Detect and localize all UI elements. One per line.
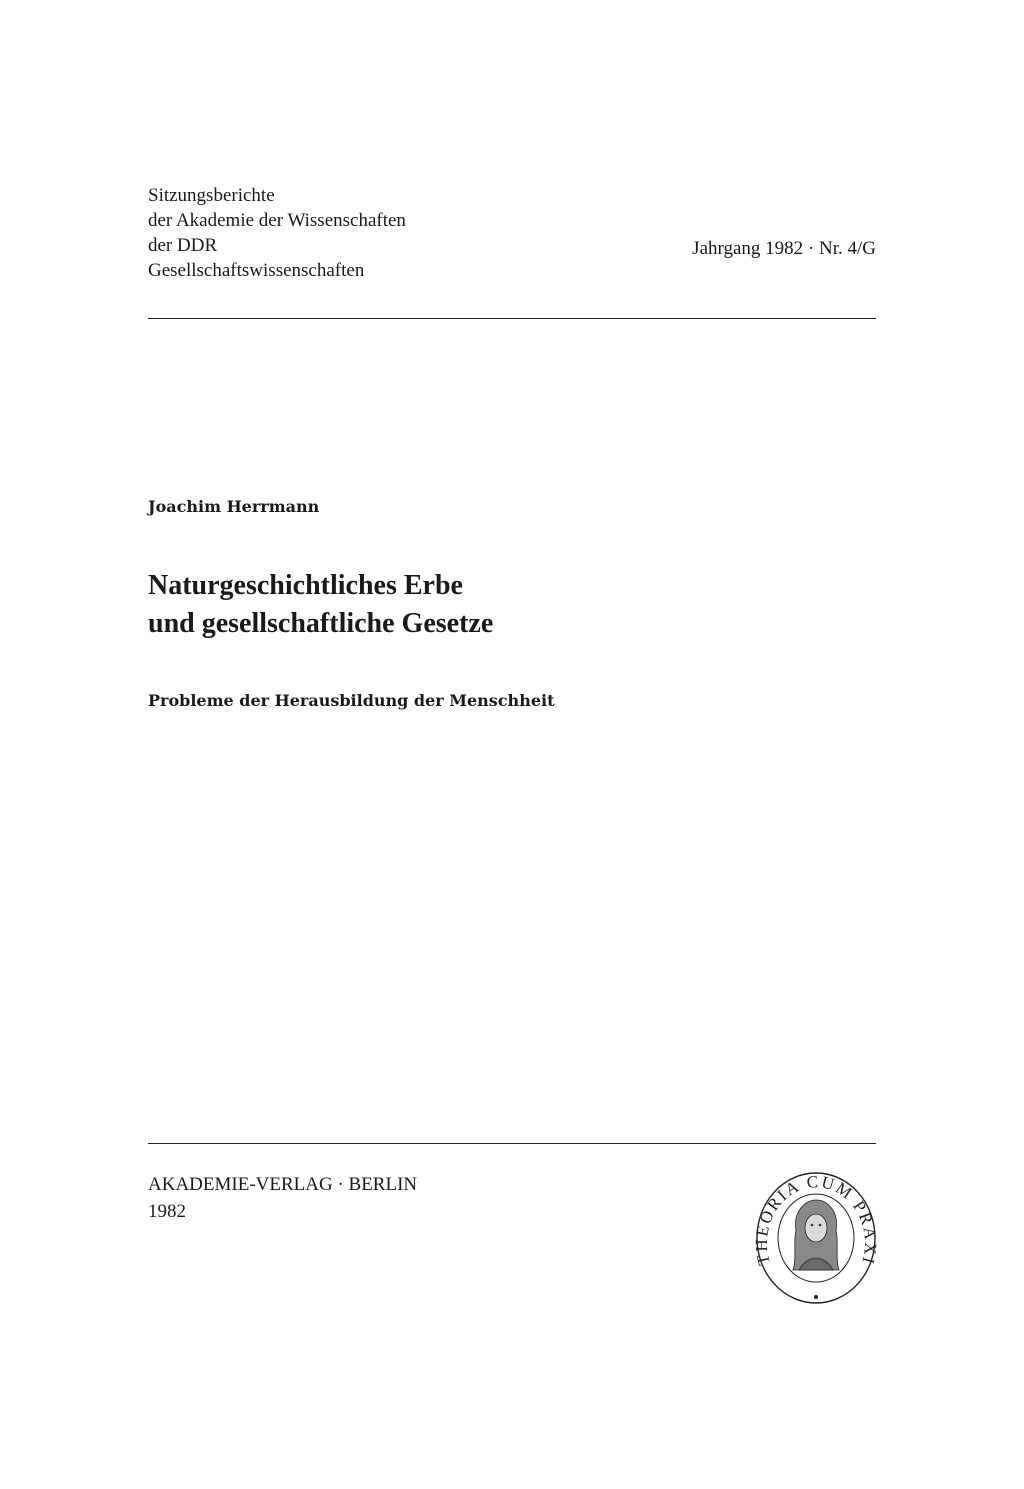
series-line: der DDR: [148, 235, 218, 256]
series-line: Gesellschaftswissenschaften: [148, 260, 365, 281]
top-divider: [148, 318, 876, 319]
seal-emblem-icon: [755, 1170, 877, 1304]
series-line: Sitzungsberichte: [148, 185, 275, 206]
book-title-line-2: und gesellschaftliche Gesetze: [148, 608, 494, 639]
series-line: der Akademie der Wissenschaften: [148, 210, 406, 231]
book-title-line-1: Naturgeschichtliches Erbe: [148, 570, 463, 601]
publisher-name: AKADEMIE-VERLAG · BERLIN: [148, 1174, 418, 1195]
seal-motto: ORIA CUM PR I: [755, 1172, 877, 1268]
publication-year: 1982: [148, 1201, 186, 1222]
book-title: [148, 567, 493, 643]
book-subtitle: Probleme der Herausbildung der Menschheit: [148, 691, 555, 710]
bottom-divider: [148, 1143, 876, 1144]
publisher-block: [148, 1171, 417, 1225]
issue-number: Jahrgang 1982 · Nr. 4/G: [692, 238, 876, 259]
author-name: Joachim Herrmann: [148, 497, 320, 516]
series-block: [148, 183, 406, 283]
publisher-seal-logo: [755, 1170, 877, 1304]
